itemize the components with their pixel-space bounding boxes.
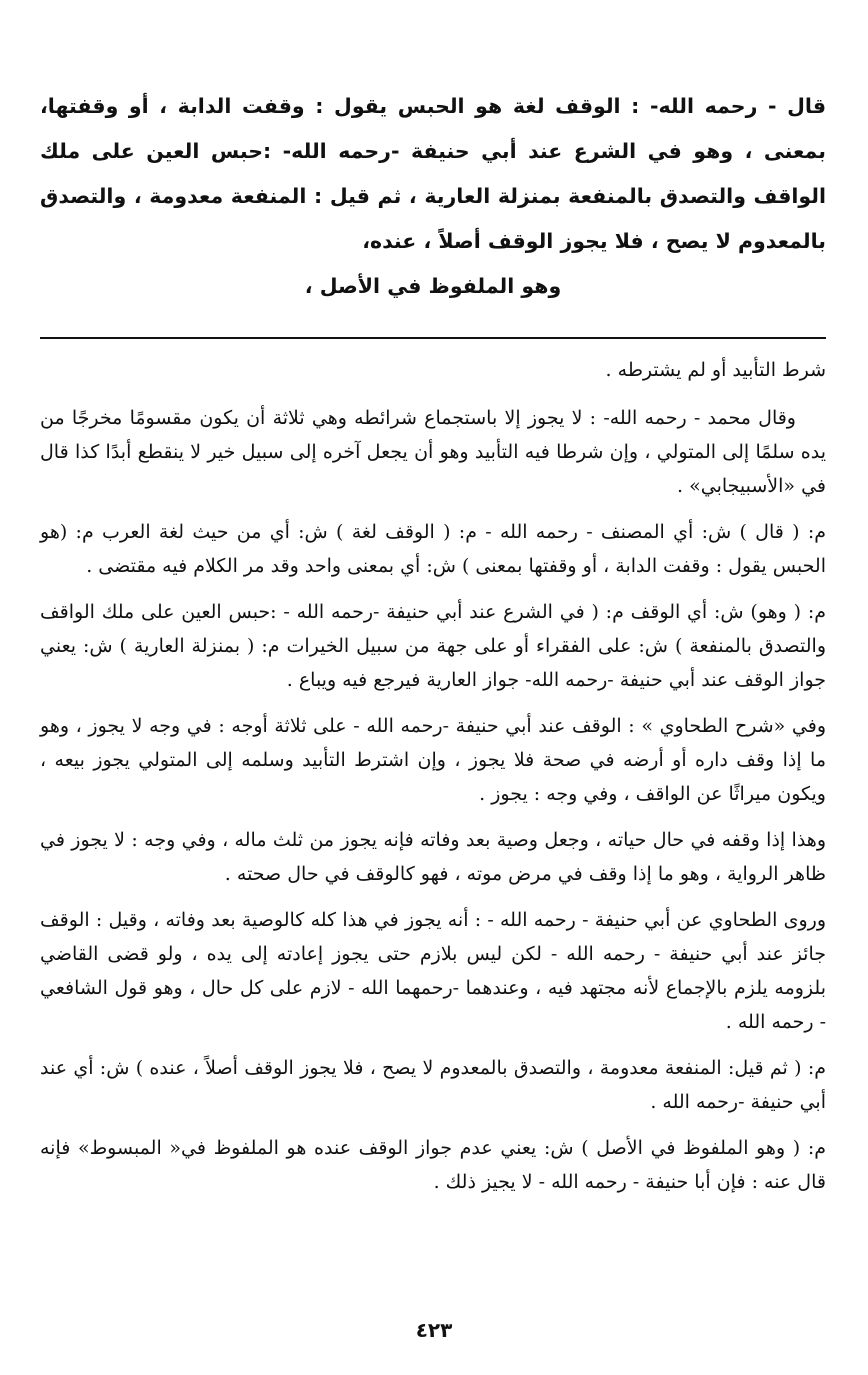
book-page: [40, 84, 826, 1211]
commentary-section: [40, 353, 826, 1199]
commentary-paragraph: م: ( قال ) ش: أي المصنف - رحمه الله - م: ( الوقف لغة ) ش: أي من حيث لغة العرب م: (هو الحبس يقول : وقفت الدابة ، أو وقفتها بمعنى ) ش: أي بمعنى واحد وقد مر الكلام فيه مقتضى .: [40, 521, 826, 577]
commentary-paragraph: وروى الطحاوي عن أبي حنيفة - رحمه الله - : أنه يجوز في هذا كله كالوصية بعد وفاته ، وقيل : الوقف جائز عند أبي حنيفة - رحمه الله - لكن ليس بلازم حتى يجوز إعادته إلى يده ، ولو قضى القاضي بلزومه يلزم بالإجماع لأنه مجتهد فيه ، وعندهما -رحمهما الله - لازم على كل حال ، وهو قول الشافعي - رحمه الله .: [40, 909, 826, 1033]
commentary-paragraph: م: ( ثم قيل: المنفعة معدومة ، والتصدق بالمعدوم لا يصح ، فلا يجوز الوقف أصلاً ، عنده ) ش: أي عند أبي حنيفة -رحمه الله .: [40, 1057, 826, 1113]
matn-last-line: وهو الملفوظ في الأصل ،: [304, 274, 562, 298]
separator-rule: [40, 337, 826, 339]
commentary-paragraph: وهذا إذا وقفه في حال حياته ، وجعل وصية بعد وفاته فإنه يجوز من ثلث ماله ، وفي وجه : لا يجوز في ظاهر الرواية ، وهو ما إذا وقف في مرض موته ، فهو كالوقف في حال صحته .: [40, 829, 826, 885]
matn-section: [40, 84, 826, 309]
commentary-paragraph: وفي «شرح الطحاوي » : الوقف عند أبي حنيفة -رحمه الله - على ثلاثة أوجه : في وجه لا يجوز ، وهو ما إذا وقف داره أو أرضه في صحة فلا يجوز ، وإن اشترط التأبيد وسلمه إلى المتولي يجوز بيعه ، ويكون ميراثًا عن الواقف ، وفي وجه : يجوز .: [40, 715, 826, 805]
page-number: ٤٢٣: [415, 1318, 453, 1342]
commentary-paragraph: م: ( وهو الملفوظ في الأصل ) ش: يعني عدم جواز الوقف عنده هو الملفوظ في« المبسوط» فإنه قال عنه : فإن أبا حنيفة - رحمه الله - لا يجيز ذلك .: [40, 1137, 826, 1193]
commentary-paragraph: شرط التأبيد أو لم يشترطه .: [605, 359, 826, 381]
matn-text: قال - رحمه الله- : الوقف لغة هو الحبس يقول : وقفت الدابة ، أو وقفتها، بمعنى ، وهو في الشرع عند أبي حنيفة -رحمه الله- :حبس العين على ملك الواقف والتصدق بالمنفعة بمنزلة العارية ، ثم قيل : المنفعة معدومة ، والتصدق بالمعدوم لا يصح ، فلا يجوز الوقف أصلاً ، عنده،: [40, 94, 826, 253]
commentary-paragraph: م: ( وهو) ش: أي الوقف م: ( في الشرع عند أبي حنيفة -رحمه الله - :حبس العين على ملك الواقف والتصدق بالمنفعة ) ش: على الفقراء أو على جهة من سبيل الخيرات م: ( بمنزلة العارية ) ش: يعني جواز الوقف عند أبي حنيفة -رحمه الله- جواز العارية فيرجع فيه ويباع .: [40, 601, 826, 691]
commentary-paragraph: وقال محمد - رحمه الله- : لا يجوز إلا باستجماع شرائطه وهي ثلاثة أن يكون مقسومًا مخرجًا من يده سلمًا إلى المتولي ، وإن شرطا فيه التأبيد وهو أن يجعل آخره إلى سبيل خير لا ينقطع أبدًا كذا قال في «الأسبيجابي» .: [40, 407, 826, 497]
